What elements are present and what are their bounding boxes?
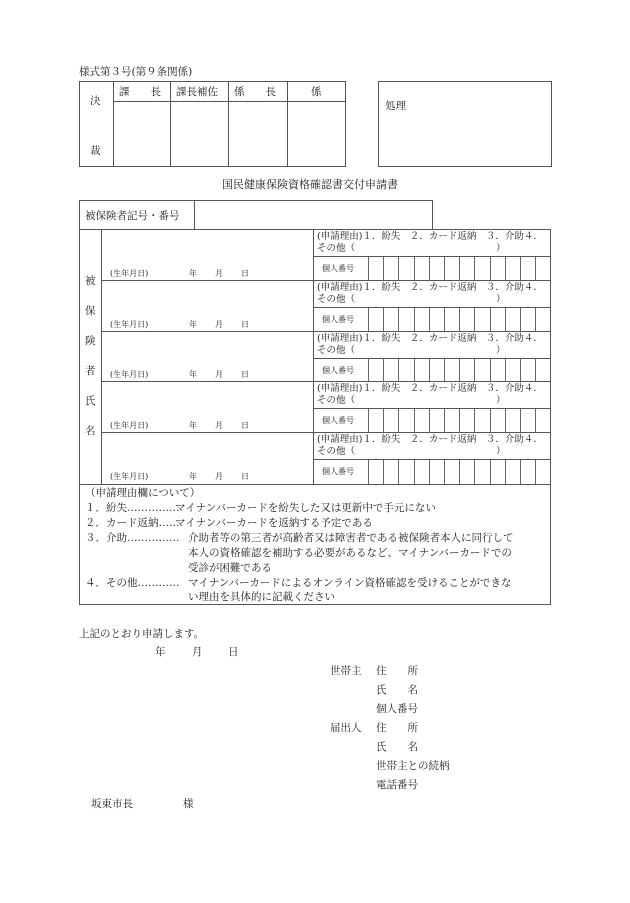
person-name-input[interactable]	[102, 281, 313, 316]
reason-other-prefix: その他（	[317, 293, 356, 305]
birth-day-label: 日	[241, 370, 249, 380]
mynumber-digit-box[interactable]	[429, 308, 444, 332]
insured-name-char: 者	[85, 365, 96, 377]
birth-year-label: 年	[189, 319, 197, 329]
person-row	[102, 281, 550, 332]
reason-other-input[interactable]	[364, 446, 492, 458]
reason-other-prefix: その他（	[317, 243, 356, 254]
mynumber-digit-box[interactable]	[505, 257, 520, 281]
birth-year-label: 年	[189, 370, 197, 380]
insured-name-char: 被	[85, 275, 96, 287]
mynumber-digit-boxes	[368, 257, 550, 281]
insured-name-char: 保	[85, 305, 96, 317]
reason-other-suffix: ）	[496, 446, 506, 458]
date-month-label: 月	[192, 646, 203, 658]
householder-name-label: 氏 名	[376, 684, 418, 696]
householder-label: 世帯主	[330, 665, 362, 677]
mynumber-digit-box[interactable]	[520, 460, 535, 484]
form-number: 様式第３号(第９条関係)	[79, 66, 193, 78]
birth-month-label: 月	[215, 471, 223, 481]
reason-options[interactable]: (申請理由)１．紛失 ２．カード返納 ３．介助４．	[317, 281, 543, 293]
mynumber-digit-box[interactable]	[414, 308, 429, 332]
mynumber-digit-box[interactable]	[490, 409, 505, 433]
note-text: 介助者等の第三者が高齢者又は障害者である被保険者本人に同行して	[188, 532, 514, 544]
applicant-address-label: 住 所	[376, 722, 418, 734]
mynumber-digit-box[interactable]	[444, 460, 459, 484]
mynumber-digit-box[interactable]	[429, 409, 444, 433]
applicant-phone-label: 電話番号	[376, 779, 418, 791]
processing-label: 処理	[385, 100, 406, 112]
reason-other-input[interactable]	[364, 243, 492, 255]
person-row	[102, 230, 550, 281]
mynumber-digit-box[interactable]	[383, 308, 398, 332]
person-name-input[interactable]	[102, 230, 313, 265]
birth-day-label: 日	[241, 268, 249, 278]
mynumber-digit-box[interactable]	[368, 308, 383, 332]
mynumber-digit-box[interactable]	[368, 409, 383, 433]
mynumber-label: 個人番号	[322, 314, 354, 324]
mynumber-digit-box[interactable]	[459, 460, 474, 484]
mynumber-digit-box[interactable]	[459, 409, 474, 433]
person-row	[102, 332, 550, 383]
mynumber-digit-box[interactable]	[520, 409, 535, 433]
mynumber-digit-box[interactable]	[414, 359, 429, 383]
mynumber-label: 個人番号	[322, 264, 354, 273]
mynumber-digit-box[interactable]	[398, 257, 413, 281]
mynumber-digit-boxes	[368, 409, 550, 433]
mynumber-label: 個人番号	[322, 416, 354, 426]
reason-other-prefix: その他（	[317, 446, 356, 458]
reason-other-suffix: ）	[496, 293, 506, 305]
mynumber-digit-box[interactable]	[444, 359, 459, 383]
mynumber-digit-box[interactable]	[383, 257, 398, 281]
note-text: 本人の資格確認を補助する必要があるなど、マイナンバーカードでの	[188, 547, 512, 559]
approval-side-top: 決	[90, 95, 101, 107]
birth-month-label: 月	[215, 370, 223, 380]
reason-other-suffix: ）	[496, 243, 506, 254]
insured-name-char: 険	[85, 335, 96, 347]
date-day-label: 日	[228, 646, 239, 658]
approval-stamp-deputy[interactable]	[171, 102, 229, 166]
note-text: マイナンバーカードによるオンライン資格確認を受けることができな	[188, 577, 512, 589]
reason-options[interactable]: (申請理由)１．紛失 ２．カード返納 ３．介助４．	[317, 231, 543, 242]
note-term: ３．介助……………	[85, 532, 180, 544]
note-text: マイナンバーカードを返納する予定である	[175, 517, 373, 529]
mynumber-digit-boxes	[368, 460, 550, 484]
mynumber-digit-box[interactable]	[398, 409, 413, 433]
mynumber-digit-box[interactable]	[535, 257, 550, 281]
person-name-input[interactable]	[102, 332, 313, 367]
notes-heading: （申請理由欄について）	[85, 487, 201, 499]
mynumber-digit-box[interactable]	[429, 359, 444, 383]
insured-number-label: 被保険者記号・番号	[85, 210, 180, 222]
approval-header-subsection-chief: 係 長	[229, 82, 288, 102]
insured-name-char: 名	[85, 425, 96, 437]
person-name-input[interactable]	[102, 433, 313, 468]
mynumber-digit-box[interactable]	[490, 308, 505, 332]
note-text: 受診が困難である	[188, 562, 272, 574]
mynumber-digit-box[interactable]	[383, 460, 398, 484]
mynumber-digit-box[interactable]	[490, 257, 505, 281]
mynumber-digit-box[interactable]	[368, 460, 383, 484]
birth-year-label: 年	[189, 471, 197, 481]
mynumber-digit-box[interactable]	[459, 359, 474, 383]
birthdate-label: (生年月日)	[110, 319, 149, 329]
mynumber-digit-box[interactable]	[520, 359, 535, 383]
mynumber-digit-box[interactable]	[414, 409, 429, 433]
reason-options[interactable]: (申請理由)１．紛失 ２．カード返納 ３．介助４．	[317, 434, 543, 446]
mynumber-digit-box[interactable]	[474, 308, 489, 332]
birthdate-label: (生年月日)	[110, 421, 149, 431]
birth-month-label: 月	[215, 268, 223, 278]
birth-day-label: 日	[241, 471, 249, 481]
insured-number-input[interactable]	[195, 201, 432, 229]
mynumber-digit-box[interactable]	[398, 308, 413, 332]
mynumber-digit-box[interactable]	[474, 359, 489, 383]
applicant-name-label: 氏 名	[376, 741, 418, 753]
birth-day-label: 日	[241, 421, 249, 431]
birth-month-label: 月	[215, 421, 223, 431]
approval-side-label	[80, 82, 114, 166]
mynumber-digit-box[interactable]	[398, 359, 413, 383]
mynumber-digit-box[interactable]	[535, 409, 550, 433]
declaration-text: 上記のとおり申請します。	[79, 628, 205, 640]
mynumber-digit-box[interactable]	[444, 308, 459, 332]
mynumber-label: 個人番号	[322, 467, 354, 477]
mynumber-digit-box[interactable]	[414, 257, 429, 281]
mynumber-digit-box[interactable]	[505, 409, 520, 433]
mynumber-digit-box[interactable]	[474, 409, 489, 433]
applicant-relationship-label: 世帯主との続柄	[376, 760, 450, 772]
mynumber-digit-box[interactable]	[398, 460, 413, 484]
note-text: い理由を具体的に記載ください	[188, 591, 335, 603]
mynumber-digit-box[interactable]	[444, 409, 459, 433]
mynumber-digit-box[interactable]	[535, 460, 550, 484]
mynumber-digit-box[interactable]	[505, 460, 520, 484]
note-term: ２．カード返納……	[85, 517, 180, 529]
birth-month-label: 月	[215, 319, 223, 329]
person-row	[102, 433, 550, 484]
date-year-label: 年	[155, 646, 166, 658]
mynumber-digit-box[interactable]	[383, 409, 398, 433]
mynumber-digit-box[interactable]	[490, 359, 505, 383]
reason-other-prefix: その他（	[317, 395, 356, 407]
birthdate-label: (生年月日)	[110, 370, 149, 380]
birth-day-label: 日	[241, 319, 249, 329]
approval-stamp-section-chief[interactable]	[113, 102, 171, 166]
mynumber-digit-box[interactable]	[505, 308, 520, 332]
applicant-label: 届出人	[330, 722, 362, 734]
reason-other-prefix: その他（	[317, 344, 356, 356]
mynumber-digit-box[interactable]	[429, 460, 444, 484]
reason-options[interactable]: (申請理由)１．紛失 ２．カード返納 ３．介助４．	[317, 383, 543, 395]
reason-options[interactable]: (申請理由)１．紛失 ２．カード返納 ３．介助４．	[317, 332, 543, 344]
mynumber-digit-box[interactable]	[429, 257, 444, 281]
insured-number-row	[79, 200, 433, 230]
mynumber-digit-box[interactable]	[520, 308, 535, 332]
reason-other-input[interactable]	[364, 345, 492, 357]
approval-table	[79, 81, 346, 167]
mynumber-label: 個人番号	[322, 365, 354, 375]
birth-year-label: 年	[189, 421, 197, 431]
birth-year-label: 年	[189, 268, 197, 278]
mynumber-digit-box[interactable]	[474, 257, 489, 281]
mynumber-digit-box[interactable]	[535, 308, 550, 332]
note-term: ４．その他…………	[85, 577, 180, 589]
approval-header-deputy: 課長補佐	[171, 82, 229, 102]
insured-persons-table	[79, 229, 551, 605]
reason-other-suffix: ）	[496, 395, 506, 407]
birthdate-label: (生年月日)	[110, 268, 149, 278]
reason-other-input[interactable]	[364, 395, 492, 407]
note-term: １．紛失……………	[85, 502, 180, 514]
approval-stamp-subsection-chief[interactable]	[229, 102, 288, 166]
insured-name-char: 氏	[85, 395, 96, 407]
householder-address-label: 住 所	[376, 665, 418, 677]
approval-stamp-staff[interactable]	[288, 102, 345, 166]
mynumber-digit-box[interactable]	[459, 308, 474, 332]
mynumber-digit-box[interactable]	[474, 460, 489, 484]
mynumber-digit-box[interactable]	[368, 359, 383, 383]
page-title: 国民健康保険資格確認書交付申請書	[222, 178, 398, 191]
addressee-name: 坂東市長	[91, 798, 133, 810]
mynumber-digit-box[interactable]	[535, 359, 550, 383]
person-name-input[interactable]	[102, 382, 313, 417]
reason-other-suffix: ）	[496, 344, 506, 356]
mynumber-digit-boxes	[368, 359, 550, 383]
birthdate-label: (生年月日)	[110, 471, 149, 481]
approval-side-bottom: 裁	[90, 145, 101, 157]
mynumber-digit-box[interactable]	[459, 257, 474, 281]
approval-header-section-chief: 課 長	[113, 82, 171, 102]
divider	[80, 484, 550, 485]
mynumber-digit-box[interactable]	[414, 460, 429, 484]
householder-mynumber-label: 個人番号	[376, 703, 418, 715]
addressee-honorific: 様	[183, 798, 194, 810]
mynumber-digit-box[interactable]	[490, 460, 505, 484]
mynumber-digit-box[interactable]	[520, 257, 535, 281]
processing-box[interactable]	[378, 81, 552, 167]
mynumber-digit-boxes	[368, 308, 550, 332]
mynumber-digit-box[interactable]	[444, 257, 459, 281]
note-text: マイナンバーカードを紛失した又は更新中で手元にない	[175, 502, 436, 514]
approval-header-staff: 係	[288, 82, 345, 102]
reason-other-input[interactable]	[364, 294, 492, 306]
person-row	[102, 382, 550, 433]
mynumber-digit-box[interactable]	[368, 257, 383, 281]
mynumber-digit-box[interactable]	[505, 359, 520, 383]
mynumber-digit-box[interactable]	[383, 359, 398, 383]
